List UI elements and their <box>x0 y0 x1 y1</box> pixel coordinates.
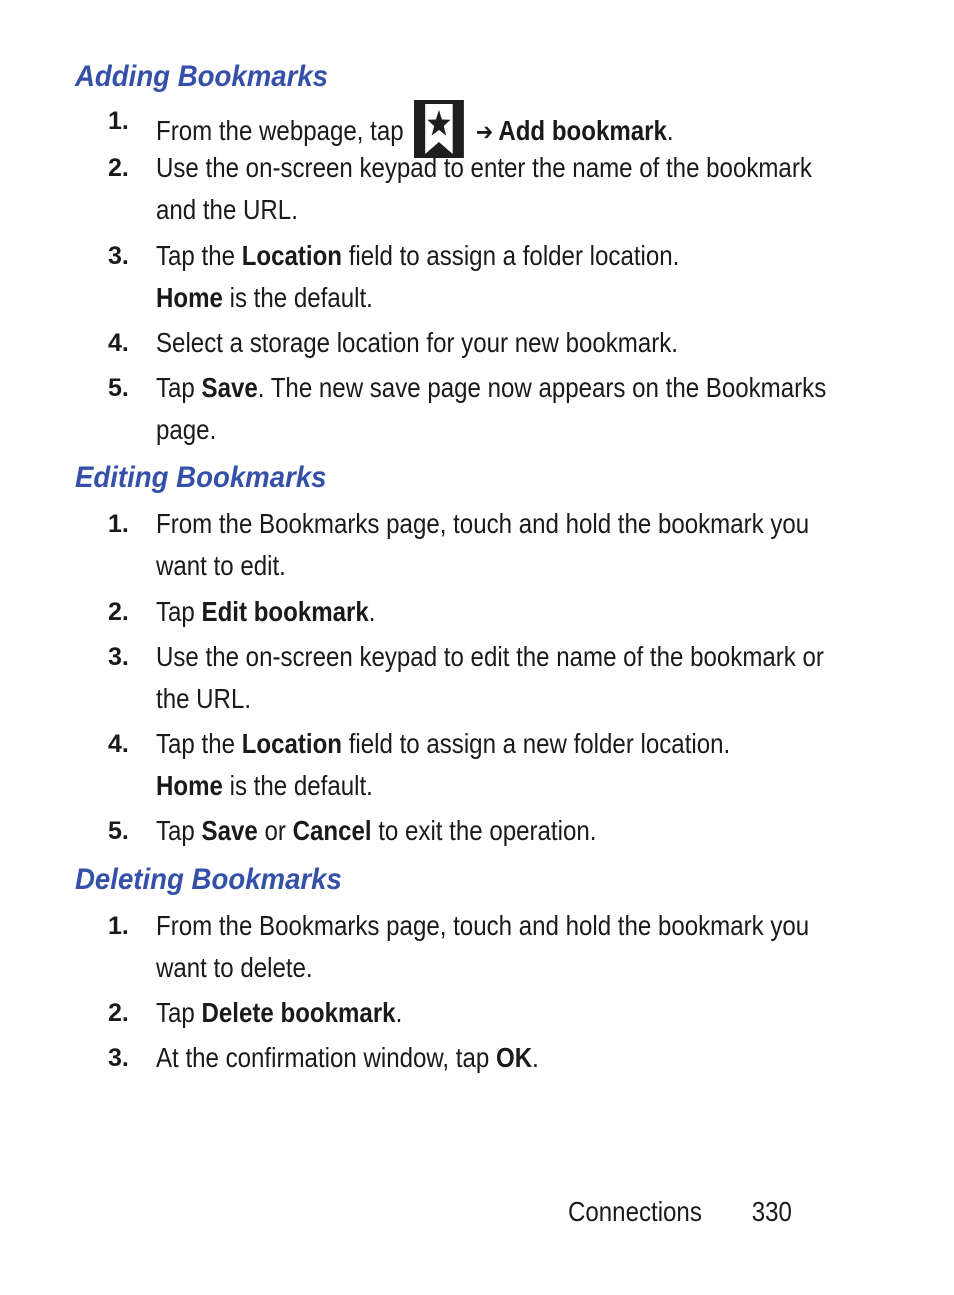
step-number: 2. <box>108 999 129 1027</box>
step-number: 2. <box>108 154 129 182</box>
step-number: 3. <box>108 242 129 270</box>
step-number: 4. <box>108 730 129 758</box>
menu-option-add-bookmark: Add bookmark <box>498 115 667 146</box>
editing-step-2: 2. Tap Edit bookmark. <box>108 591 868 633</box>
step-text: Select a storage location for your new bookmark. <box>156 327 679 358</box>
arrow-right-icon: ➔ <box>475 118 494 146</box>
step-number: 3. <box>108 643 129 671</box>
editing-step-3 <box>108 636 868 720</box>
step-text: From the Bookmarks page, touch and hold the bookmark you want to delete. <box>156 910 810 983</box>
page-footer <box>568 1196 792 1228</box>
footer-section-name: Connections <box>568 1196 702 1227</box>
step-number: 1. <box>108 510 129 538</box>
adding-step-2 <box>108 147 868 231</box>
step-number: 1. <box>108 912 129 940</box>
deleting-step-2: 2. Tap Delete bookmark. <box>108 992 868 1034</box>
editing-step-5: 5. Tap Save or Cancel to exit the operation. <box>108 810 868 852</box>
step-text: Use the on-screen keypad to edit the name of the bookmark or the URL. <box>156 641 824 714</box>
adding-step-1: 1. From the webpage, tap ➔ Add bookmark. <box>108 100 868 158</box>
editing-step-4: 4. Tap the Location field to assign a new folder location. Home is the default. <box>108 723 868 807</box>
step-number: 5. <box>108 817 129 845</box>
step-text: Use the on-screen keypad to enter the name of the bookmark and the URL. <box>156 152 812 225</box>
step-number: 2. <box>108 598 129 626</box>
step-number: 5. <box>108 374 129 402</box>
deleting-step-1 <box>108 905 868 989</box>
adding-step-4 <box>108 322 868 364</box>
step-text: From the Bookmarks page, touch and hold the bookmark you want to edit. <box>156 508 810 581</box>
editing-step-1 <box>108 503 868 587</box>
deleting-step-3: 3. At the confirmation window, tap OK. <box>108 1037 868 1079</box>
step-number: 1. <box>108 107 129 135</box>
step-text: From the webpage, tap <box>156 115 404 146</box>
heading-editing-bookmarks: Editing Bookmarks <box>75 461 327 494</box>
adding-step-5: 5. Tap Save. The new save page now appears on the Bookmarks page. <box>108 367 868 451</box>
adding-step-3: 3. Tap the Location field to assign a folder location. Home is the default. <box>108 235 868 319</box>
heading-adding-bookmarks: Adding Bookmarks <box>75 60 329 93</box>
heading-deleting-bookmarks: Deleting Bookmarks <box>75 863 342 896</box>
page-number: 330 <box>751 1196 792 1227</box>
step-number: 4. <box>108 329 129 357</box>
step-number: 3. <box>108 1044 129 1072</box>
